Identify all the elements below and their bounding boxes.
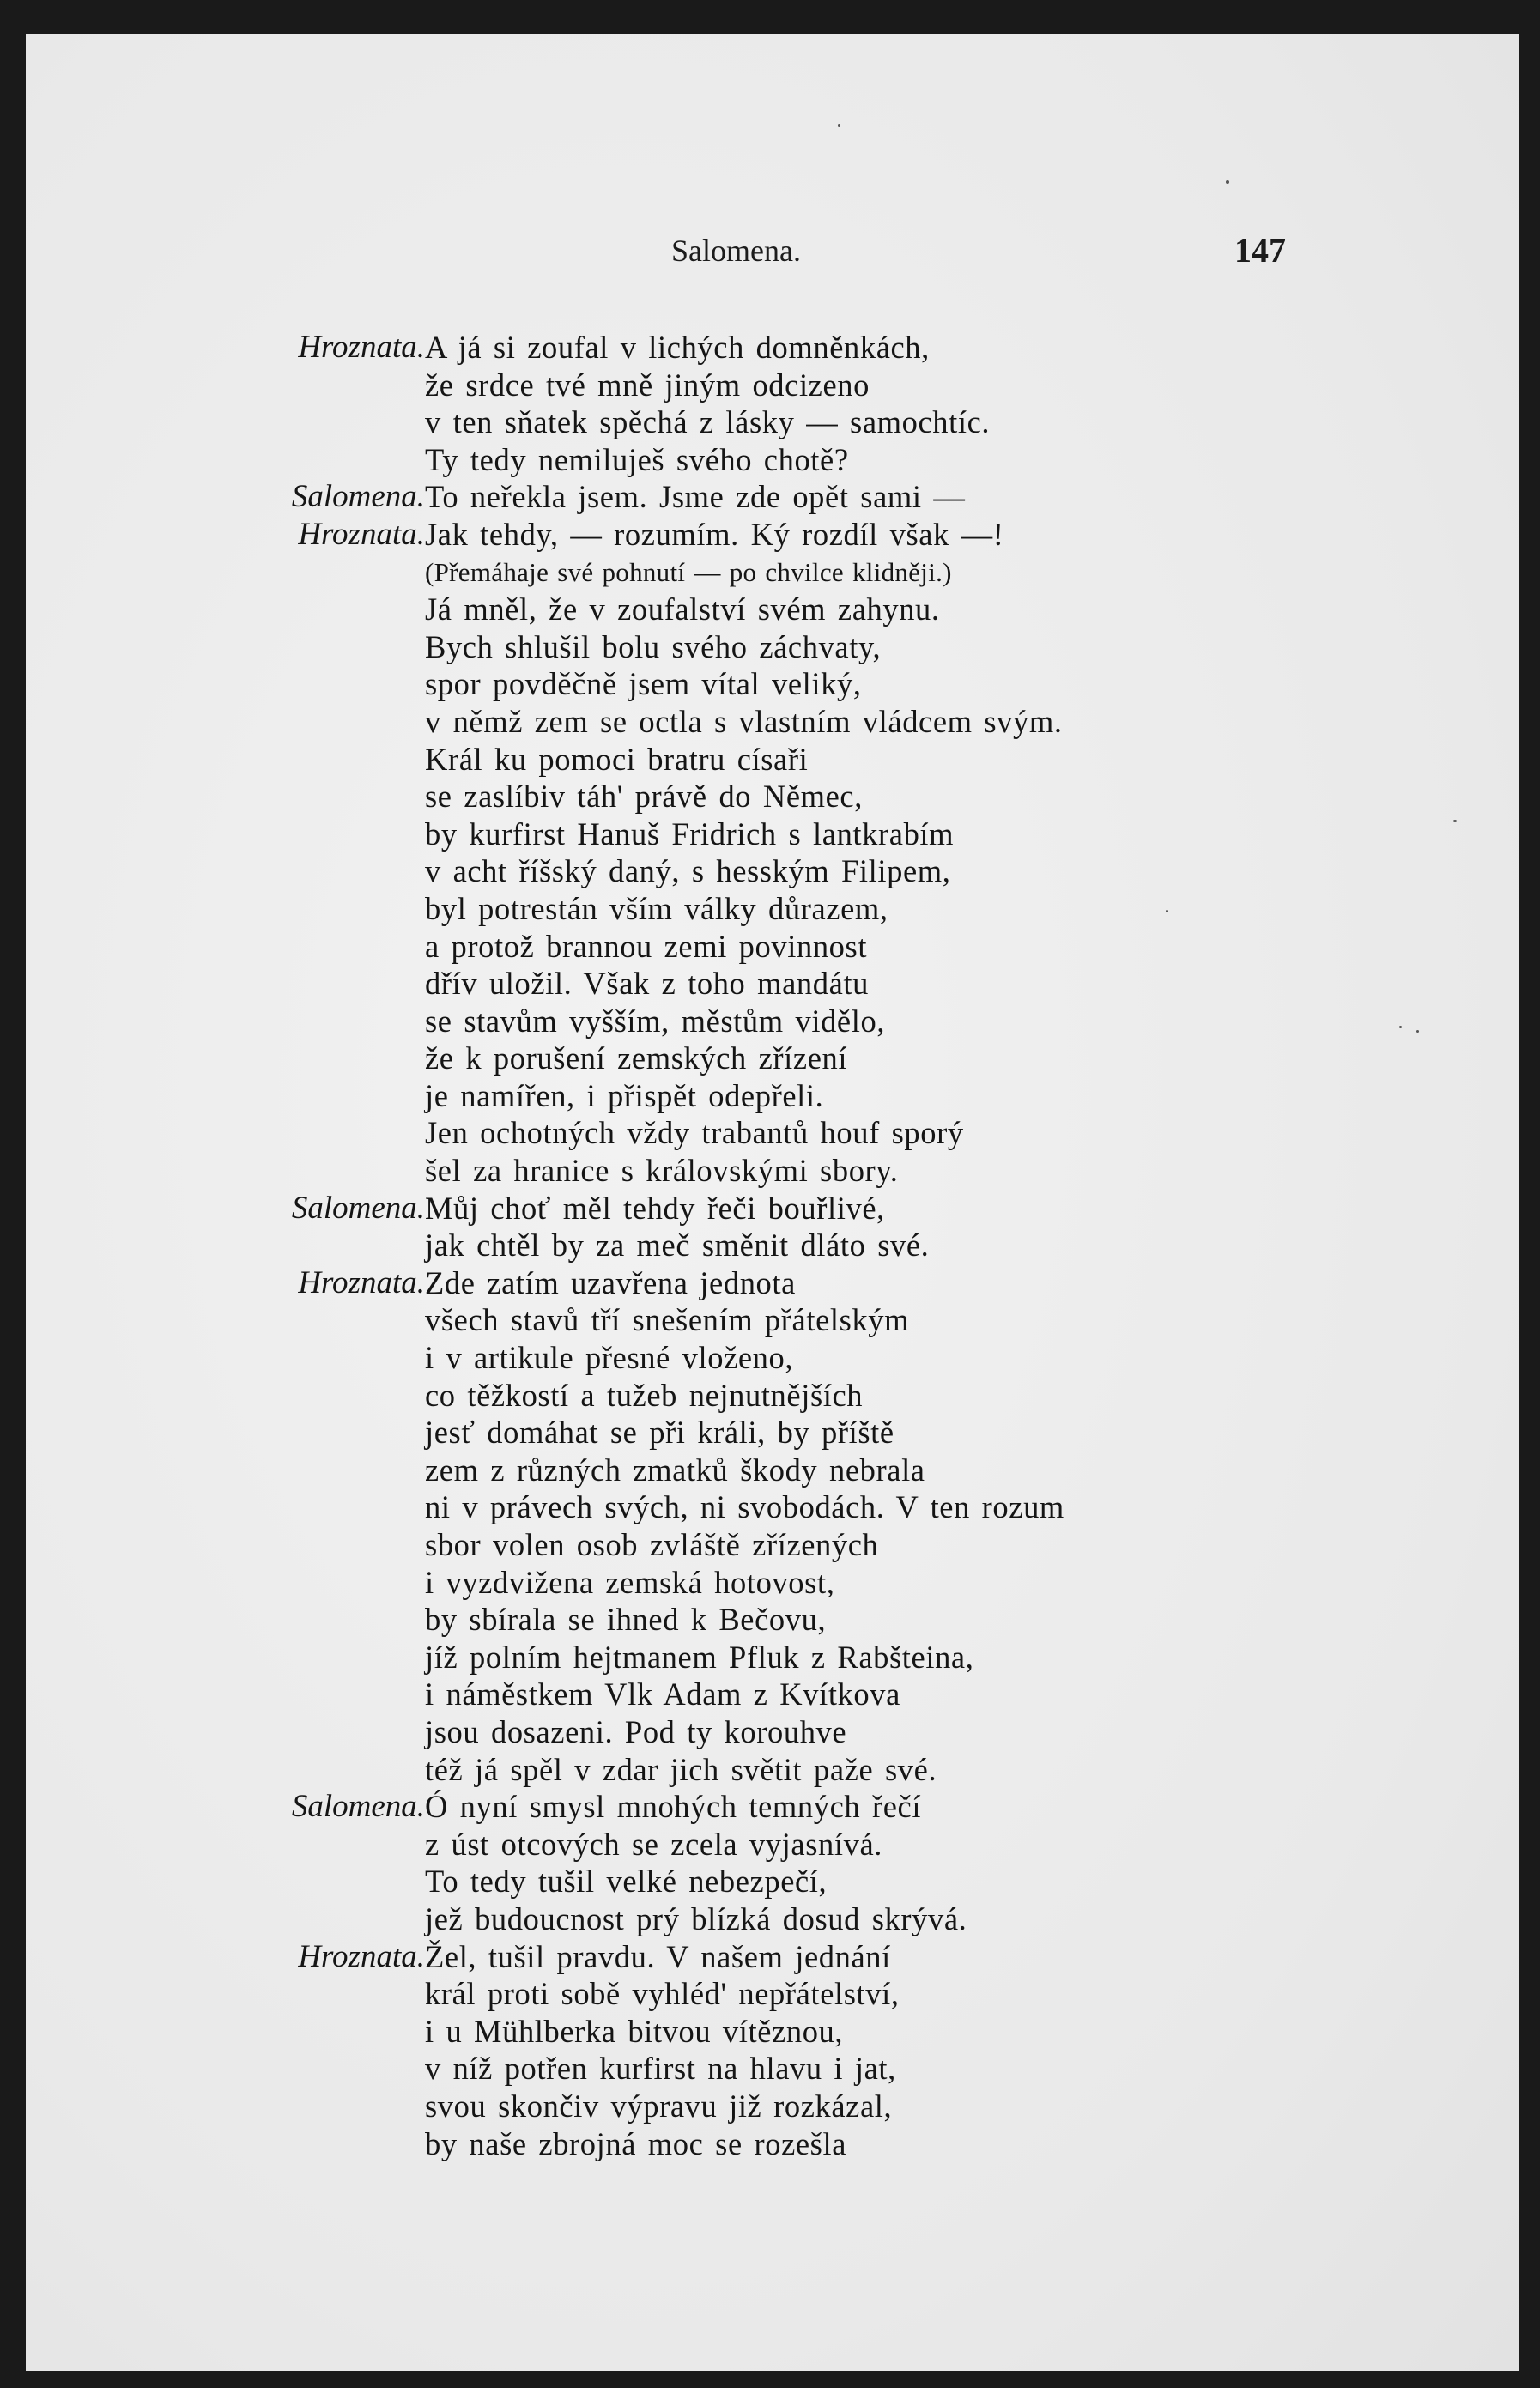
verse-line bbox=[26, 1564, 1519, 1602]
verse-line bbox=[26, 591, 1519, 628]
verse-line bbox=[26, 741, 1519, 779]
page-header bbox=[26, 225, 1519, 276]
verse-line bbox=[26, 1377, 1519, 1415]
verse-text: Jak tehdy, — rozumím. Ký rozdíl však —! bbox=[425, 516, 1004, 552]
verse-text: A já si zoufal v lichých domněnkách, bbox=[425, 330, 930, 365]
verse-text: i u Mühlberka bitvou vítěznou, bbox=[425, 2013, 844, 2049]
verse-text: se stavům vyšším, městům vidělo, bbox=[425, 1003, 886, 1039]
verse-line bbox=[26, 703, 1519, 741]
verse-text: v níž potřen kurfirst na hlavu i jat, bbox=[425, 2051, 896, 2087]
verse-line bbox=[26, 2088, 1519, 2125]
verse-text: co těžkostí a tužeb nejnutnějších bbox=[425, 1377, 864, 1413]
verse-line bbox=[26, 1639, 1519, 1676]
verse-text: i náměstkem Vlk Adam z Kvítkova bbox=[425, 1676, 900, 1712]
verse-text: by naše zbrojná moc se rozešla bbox=[425, 2125, 847, 2161]
verse-line bbox=[26, 1077, 1519, 1115]
speaker-name: Hroznata. bbox=[298, 516, 425, 552]
verse-line bbox=[26, 2050, 1519, 2088]
verse-text: by sbírala se ihned k Bečovu, bbox=[425, 1602, 827, 1638]
verse-line bbox=[26, 1601, 1519, 1639]
verse-text: dřív uložil. Však z toho mandátu bbox=[425, 966, 869, 1002]
verse-text: a protož brannou zemi povinnost bbox=[425, 928, 868, 964]
verse-line bbox=[26, 1751, 1519, 1789]
stage-direction-text: (Přemáhaje své pohnutí — po chvilce klidněji.) bbox=[425, 556, 952, 587]
verse-text: svou skončiv výpravu již rozkázal, bbox=[425, 2088, 893, 2124]
verse-text: v ten sňatek spěchá z lásky — samochtíc. bbox=[425, 404, 991, 440]
speaker-name: Salomena. bbox=[291, 1190, 425, 1226]
verse-line bbox=[26, 1039, 1519, 1077]
speaker-name: Hroznata. bbox=[298, 1264, 425, 1300]
verse-text: v acht říšský daný, s hesským Filipem, bbox=[425, 853, 951, 889]
verse-text: jsou dosazeni. Pod ty korouhve bbox=[425, 1713, 847, 1749]
verse-line bbox=[26, 928, 1519, 966]
speaker-name: Hroznata. bbox=[298, 330, 425, 365]
verse-line bbox=[26, 367, 1519, 404]
running-title: Salomena. bbox=[671, 233, 801, 268]
verse-text: z úst otcových se zcela vyjasnívá. bbox=[425, 1826, 882, 1862]
verse-text: Ty tedy nemiluješ svého chotě? bbox=[425, 441, 849, 477]
verse-lines bbox=[26, 329, 1519, 2162]
verse-line bbox=[26, 1339, 1519, 1377]
verse-text: je namířen, i přispět odepřeli. bbox=[425, 1077, 824, 1113]
verse-text: zem z různých zmatků škody nebrala bbox=[425, 1452, 925, 1488]
speaker-name: Salomena. bbox=[291, 1789, 425, 1825]
verse-line bbox=[26, 1264, 1519, 1302]
verse-text: sbor volen osob zvláště zřízených bbox=[425, 1527, 879, 1562]
verse-line bbox=[26, 1152, 1519, 1190]
verse-line bbox=[26, 852, 1519, 890]
verse-line bbox=[26, 1114, 1519, 1152]
verse-text: že srdce tvé mně jiným odcizeno bbox=[425, 367, 870, 403]
verse-line bbox=[26, 516, 1519, 554]
verse-text: To neřekla jsem. Jsme zde opět sami — bbox=[425, 479, 966, 515]
verse-text: i v artikule přesné vloženo, bbox=[425, 1340, 794, 1376]
verse-text: by kurfirst Hanuš Fridrich s lantkrabím bbox=[425, 815, 955, 852]
verse-line bbox=[26, 1713, 1519, 1751]
verse-text: šel za hranice s královskými sbory. bbox=[425, 1153, 899, 1189]
verse-line bbox=[26, 403, 1519, 441]
verse-line bbox=[26, 1452, 1519, 1489]
verse-line bbox=[26, 1676, 1519, 1713]
verse-line bbox=[26, 1190, 1519, 1227]
verse-line bbox=[26, 1003, 1519, 1040]
verse-line bbox=[26, 478, 1519, 516]
verse-text: v němž zem se octla s vlastním vládcem svým. bbox=[425, 703, 1063, 739]
verse-text: ni v právech svých, ni svobodách. V ten rozum bbox=[425, 1489, 1064, 1525]
verse-text: jak chtěl by za meč směnit dláto své. bbox=[425, 1227, 930, 1264]
verse-text: i vyzdvižena zemská hotovost, bbox=[425, 1564, 835, 1600]
verse-text: jesť domáhat se při králi, by příště bbox=[425, 1415, 894, 1451]
verse-text: Zde zatím uzavřena jednota bbox=[425, 1264, 796, 1300]
verse-text: To tedy tušil velké nebezpečí, bbox=[425, 1864, 828, 1900]
verse-line bbox=[26, 1414, 1519, 1452]
verse-text: jíž polním hejtmanem Pfluk z Rabšteina, bbox=[425, 1639, 974, 1675]
speaker-name: Hroznata. bbox=[298, 1938, 425, 1974]
stage-direction-line bbox=[26, 554, 1519, 591]
verse-line bbox=[26, 1900, 1519, 1938]
verse-text: král proti sobě vyhléd' nepřátelství, bbox=[425, 1976, 900, 2012]
verse-text: byl potrestán vším války důrazem, bbox=[425, 890, 888, 926]
verse-text: Král ku pomoci bratru císaři bbox=[425, 741, 809, 777]
verse-text: se zaslíbiv táh' právě do Němec, bbox=[425, 779, 863, 815]
verse-line bbox=[26, 2125, 1519, 2163]
verse-line bbox=[26, 1788, 1519, 1826]
verse-line bbox=[26, 965, 1519, 1003]
verse-text: Já mněl, že v zoufalství svém zahynu. bbox=[425, 591, 940, 627]
verse-text: Jen ochotných vždy trabantů houf sporý bbox=[425, 1115, 964, 1151]
verse-text: jež budoucnost prý blízká dosud skrývá. bbox=[425, 1900, 967, 1936]
verse-line bbox=[26, 1938, 1519, 1976]
verse-line bbox=[26, 665, 1519, 703]
verse-line bbox=[26, 1227, 1519, 1264]
verse-text: Bych shlušil bolu svého záchvaty, bbox=[425, 628, 882, 664]
verse-line bbox=[26, 1975, 1519, 2013]
verse-line bbox=[26, 329, 1519, 367]
verse-text: Můj choť měl tehdy řeči bouřlivé, bbox=[425, 1190, 885, 1226]
verse-line bbox=[26, 815, 1519, 853]
verse-line bbox=[26, 441, 1519, 479]
verse-text: Ó nyní smysl mnohých temných řečí bbox=[425, 1789, 922, 1825]
verse-line bbox=[26, 1526, 1519, 1564]
verse-line bbox=[26, 1863, 1519, 1900]
verse-line bbox=[26, 2013, 1519, 2051]
verse-line bbox=[26, 1488, 1519, 1526]
verse-text: spor povděčně jsem vítal veliký, bbox=[425, 666, 862, 702]
verse-text: Žel, tušil pravdu. V našem jednání bbox=[425, 1938, 891, 1974]
verse-text: že k porušení zemských zřízení bbox=[425, 1040, 848, 1076]
verse-text: též já spěl v zdar jich světit paže své. bbox=[425, 1751, 937, 1787]
page-number: 147 bbox=[1234, 231, 1286, 270]
verse-line bbox=[26, 1301, 1519, 1339]
verse-line bbox=[26, 628, 1519, 666]
verse-line bbox=[26, 778, 1519, 815]
verse-line bbox=[26, 1826, 1519, 1864]
book-page bbox=[26, 34, 1519, 2371]
verse-text: všech stavů tří snešením přátelským bbox=[425, 1302, 910, 1338]
verse-line bbox=[26, 890, 1519, 928]
speaker-name: Salomena. bbox=[291, 479, 425, 515]
